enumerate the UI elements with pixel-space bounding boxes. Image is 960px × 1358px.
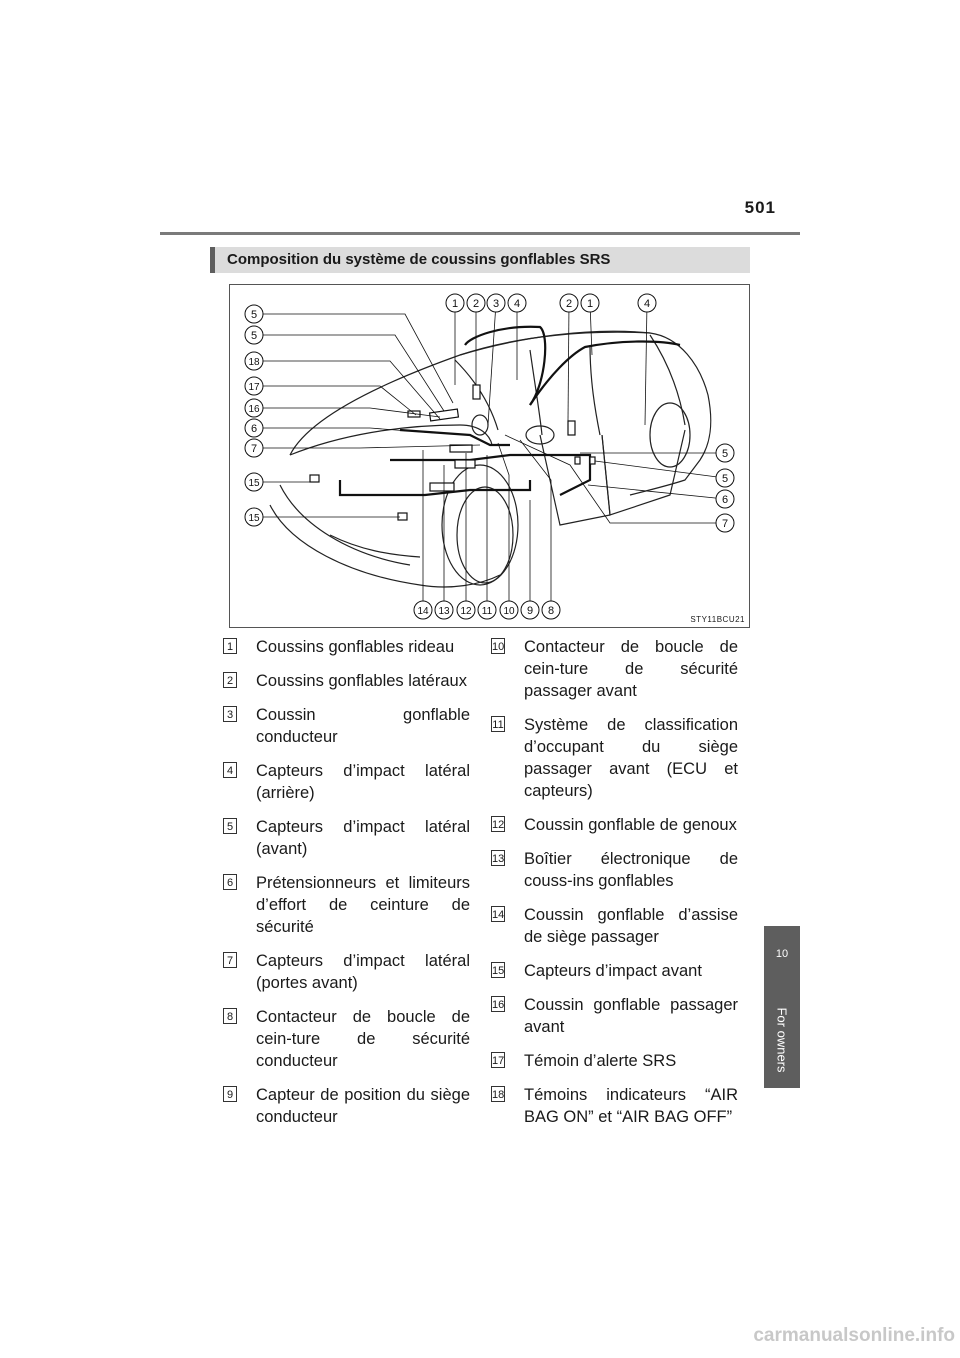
legend-column-left [218, 636, 470, 1140]
section-title: Composition du système de coussins gonflables SRS [227, 251, 611, 268]
callout-label: 5 [250, 309, 258, 321]
legend-number: 11 [491, 716, 505, 732]
side-airbag-module [473, 385, 480, 399]
front-sensor-left [310, 475, 319, 482]
legend-number: 9 [223, 1086, 237, 1102]
callout-right-7 [716, 514, 734, 532]
airbag-ecu [455, 460, 475, 468]
callout-label: 13 [438, 606, 450, 617]
callout-bottom-13 [435, 601, 453, 619]
callout-label: 6 [250, 423, 258, 435]
callout-top-2 [467, 294, 485, 312]
leader-5a [254, 314, 453, 403]
callout-label: 4 [643, 298, 651, 310]
legend-text: Témoin d’alerte SRS [524, 1052, 677, 1070]
legend-number: 13 [491, 850, 505, 866]
callout-label: 3 [492, 298, 500, 310]
legend-item [486, 636, 738, 702]
door-sensor [575, 457, 580, 464]
harness-dash [400, 430, 510, 445]
section-header [210, 247, 750, 273]
callout-label: 4 [513, 298, 521, 310]
legend-text: Système de classification d’occupant du siège passager avant (ECU et capteurs) [524, 716, 738, 800]
callout-label: 5 [721, 448, 729, 460]
callout-left-15 [245, 473, 263, 491]
front-sensor-right [398, 513, 407, 520]
legend-text: Coussins gonflables rideau [256, 638, 455, 656]
legend-number: 7 [223, 952, 237, 968]
callout-left-5 [245, 305, 263, 323]
callout-bottom-8 [542, 601, 560, 619]
legend-text: Coussin gonflable de genoux [524, 816, 737, 834]
figure-code: STY11BCU21 [690, 615, 745, 624]
callout-label: 8 [547, 605, 555, 617]
legend-item [486, 848, 738, 892]
callout-right-6 [716, 490, 734, 508]
leader-7 [254, 445, 480, 448]
legend-text: Témoins indicateurs “AIR BAG ON” et “AIR BAG OFF” [524, 1086, 738, 1126]
legend-text: Prétensionneurs et limiteurs d’effort de ceinture de sécurité [256, 874, 470, 936]
car-roof [460, 332, 650, 355]
callout-bottom-11 [478, 601, 496, 619]
callout-label: 6 [721, 494, 729, 506]
callout-label: 17 [248, 382, 260, 393]
legend-number: 1 [223, 638, 237, 654]
legend-text: Contacteur de boucle de cein-ture de sécurité passager avant [524, 638, 738, 700]
callout-top-2 [560, 294, 578, 312]
car-body-outline [290, 331, 711, 495]
legend-number: 3 [223, 706, 237, 722]
legend-text: Capteurs d’impact latéral (avant) [256, 818, 470, 858]
legend-item [218, 1084, 470, 1128]
side-airbag-module-right [568, 421, 575, 435]
leader-top-4b [645, 303, 647, 425]
legend-item [218, 950, 470, 994]
legend-item [486, 714, 738, 802]
callout-label: 5 [721, 473, 729, 485]
callout-label: 10 [503, 606, 515, 617]
legend-column-right [486, 636, 738, 1140]
legend-number: 10 [491, 638, 505, 654]
callout-top-3 [487, 294, 505, 312]
callout-label: 5 [250, 330, 258, 342]
leader-bot-10 [498, 443, 509, 610]
chapter-title: For owners [774, 1007, 790, 1073]
legend-number: 12 [491, 816, 505, 832]
pillar-sensor [590, 457, 595, 464]
callout-bottom-9 [521, 601, 539, 619]
legend-text: Capteur de position du siège conducteur [256, 1086, 470, 1126]
callout-label: 12 [460, 606, 472, 617]
legend-number: 8 [223, 1008, 237, 1024]
leader-top-2b [568, 303, 569, 421]
legend-item [218, 636, 470, 658]
legend-number: 5 [223, 818, 237, 834]
legend-number: 6 [223, 874, 237, 890]
callout-top-1 [446, 294, 464, 312]
watermark: carmanualsonline.info [753, 1325, 955, 1346]
leader-18 [254, 361, 440, 419]
chapter-number: 10 [775, 948, 789, 960]
legend-text: Capteurs d’impact avant [524, 962, 702, 980]
callout-label: 15 [248, 513, 260, 524]
car-b-pillar [590, 345, 600, 435]
legend-item [486, 1050, 738, 1072]
legend-item [486, 904, 738, 948]
legend-number: 2 [223, 672, 237, 688]
legend-item [486, 960, 738, 982]
legend-text: Coussin gonflable passager avant [524, 996, 738, 1036]
header-rule [160, 232, 800, 235]
callout-label: 18 [248, 357, 260, 368]
legend-number: 18 [491, 1086, 505, 1102]
callout-label: 1 [451, 298, 459, 310]
callout-bottom-12 [457, 601, 475, 619]
callout-label: 16 [248, 404, 260, 415]
chapter-tab[interactable] [764, 926, 800, 1088]
legend-item [486, 994, 738, 1038]
legend-text: Boîtier électronique de couss-ins gonflables [524, 850, 738, 890]
legend-number: 15 [491, 962, 505, 978]
airbag-diagram [229, 284, 750, 628]
legend-text: Capteurs d’impact latéral (arrière) [256, 762, 470, 802]
legend-item [218, 760, 470, 804]
car-lower-front [280, 485, 410, 565]
callout-left-17 [245, 377, 263, 395]
legend-item [218, 1006, 470, 1072]
leader-top-3 [488, 303, 496, 425]
callout-label: 15 [248, 478, 260, 489]
callout-left-16 [245, 399, 263, 417]
callout-label: 9 [526, 605, 534, 617]
harness-curtain-right [530, 341, 680, 405]
car-illustration [230, 285, 751, 629]
callout-top-1 [581, 294, 599, 312]
legend-number: 4 [223, 762, 237, 778]
legend-text: Contacteur de boucle de cein-ture de sécurité conducteur [256, 1008, 470, 1070]
legend-text: Capteurs d’impact latéral (portes avant) [256, 952, 470, 992]
callout-bottom-10 [500, 601, 518, 619]
rear-door [602, 430, 685, 515]
legend-item [218, 872, 470, 938]
callout-right-5 [716, 469, 734, 487]
legend-text: Coussins gonflables latéraux [256, 672, 467, 690]
seat-airbag-module [430, 483, 454, 491]
legend-item [218, 816, 470, 860]
page-number: 501 [744, 198, 776, 217]
callout-label: 11 [481, 606, 493, 617]
legend-item [218, 670, 470, 692]
legend-item [218, 704, 470, 748]
callout-top-4 [508, 294, 526, 312]
legend-number: 16 [491, 996, 505, 1012]
steering-wheel [472, 415, 488, 435]
car-rear-window [650, 335, 685, 425]
callout-bottom-14 [414, 601, 432, 619]
legend-number: 17 [491, 1052, 505, 1068]
legend-text: Coussin gonflable conducteur [256, 706, 470, 746]
leader-5b [254, 335, 444, 411]
callout-label: 1 [586, 298, 594, 310]
legend-number: 14 [491, 906, 505, 922]
callout-label: 14 [417, 606, 429, 617]
callout-label: 7 [721, 518, 729, 530]
legend-item [486, 1084, 738, 1128]
callout-label: 7 [250, 443, 258, 455]
callout-left-15 [245, 508, 263, 526]
callout-left-7 [245, 439, 263, 457]
callout-label: 2 [472, 298, 480, 310]
car-grille [330, 535, 420, 557]
legend-item [486, 814, 738, 836]
callout-top-4 [638, 294, 656, 312]
callout-label: 2 [565, 298, 573, 310]
callout-right-5 [716, 444, 734, 462]
callout-left-6 [245, 419, 263, 437]
leader-right-7 [505, 435, 725, 523]
front-wheel [457, 487, 513, 583]
callout-left-18 [245, 352, 263, 370]
legend-text: Coussin gonflable d’assise de siège passager [524, 906, 738, 946]
callout-left-5 [245, 326, 263, 344]
